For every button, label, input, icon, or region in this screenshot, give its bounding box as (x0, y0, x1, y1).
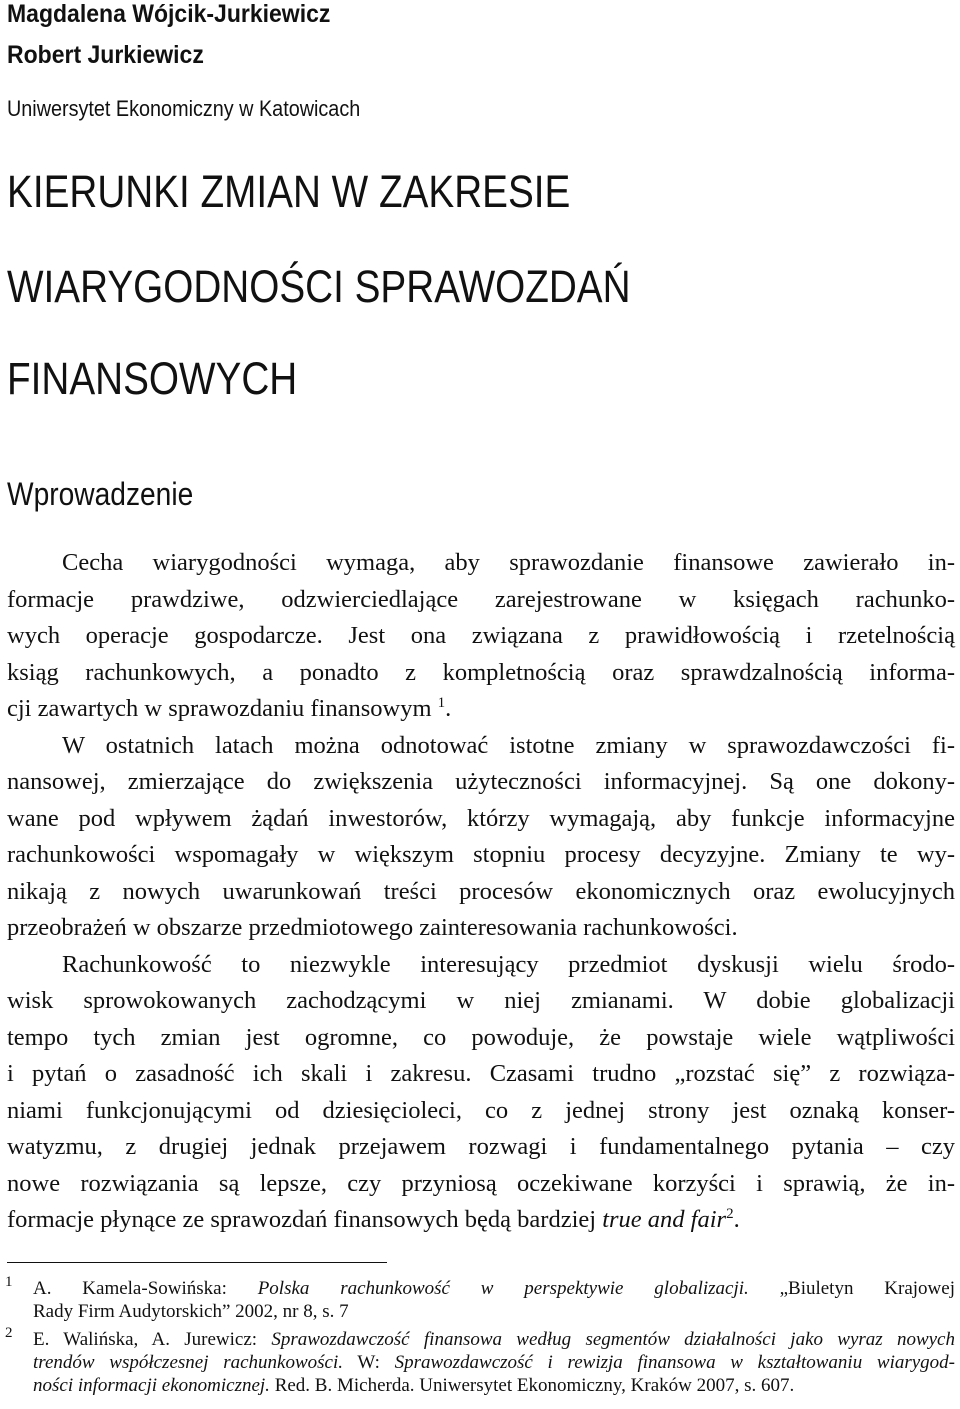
body-line: W ostatnich latach można odnotować istotne zmiany w sprawozdawczości fi- (62, 731, 955, 759)
body-line (7, 691, 955, 728)
body-line: wych operacje gospodarcze. Jest ona związana z prawidłowością i rzetelnością (7, 622, 955, 649)
body-line: tempo tych zmian jest ogromne, co powoduje, że powstaje wiele wątpliwości (7, 1023, 955, 1051)
footnote-author: E. Walińska, A. Jurewicz: (33, 1329, 272, 1350)
body-line: niami funkcjonującymi od dziesięcioleci, co z jednej strony jest oznaką konser- (7, 1096, 955, 1124)
footnote-line (33, 1277, 955, 1300)
body-line: nansowej, zmierzające do zwiększenia użyteczności informacyjnej. Są one dokony- (7, 768, 955, 795)
footnote-ref-1: 1 (437, 694, 446, 711)
footnote-title: trendów współczesnej rachunkowości. (33, 1352, 343, 1373)
footnote-ref-2: 2 (726, 1205, 734, 1222)
body-line: wisk sprowokowanych zachodzącymi w niej zmianami. W dobie globalizacji (7, 987, 955, 1014)
body-line: ksiąg rachunkowych, a ponadto z kompletnością oraz sprawdzalnością informa- (7, 658, 955, 686)
footnote-1 (5, 1274, 955, 1323)
author-name-1: Magdalena Wójcik-Jurkiewicz (7, 0, 331, 28)
body-line: Cecha wiarygodności wymaga, aby sprawozdanie finansowe zawierało in- (62, 549, 955, 576)
footnote-text (33, 1277, 955, 1323)
footnote-line: Rady Firm Audytorskich” 2002, nr 8, s. 7 (33, 1301, 349, 1322)
footnote-book-title: ności informacji ekonomicznej. (33, 1375, 270, 1396)
footnote-number: 2 (5, 1325, 13, 1341)
footnote-line (33, 1374, 955, 1397)
period: . (445, 695, 452, 722)
body-line: formacje prawdziwe, odzwierciedlające zarejestrowane w księgach rachunko- (7, 585, 955, 613)
footnote-in: W: (342, 1352, 395, 1373)
footnote-number: 1 (5, 1274, 13, 1290)
affiliation: Uniwersytet Ekonomiczny w Katowicach (7, 96, 361, 121)
body-line: watyzmu, z drugiej jednak przejawem rozwagi i fundamentalnego pytania – czy (7, 1133, 955, 1160)
footnote-author: A. Kamela-Sowińska: (33, 1278, 258, 1299)
footnote-line (33, 1351, 955, 1374)
body-line: wane pod wpływem żądań inwestorów, którzy wymagają, aby funkcje informacyjne (7, 804, 955, 832)
body-line: przeobrażeń w obszarze przedmiotowego zainteresowania rachunkowości. (7, 914, 738, 941)
footnote-text (33, 1328, 955, 1397)
body-line: i pytań o zasadność ich skali i zakresu. Czasami trudno „rozstać się” z rozwiąza- (7, 1060, 955, 1087)
footnote-title: Polska rachunkowość w perspektywie globalizacji. (257, 1278, 749, 1299)
section-heading: Wprowadzenie (7, 476, 194, 512)
paper-title-line-3: FINANSOWYCH (7, 353, 298, 404)
footnote-title: Sprawozdawczość finansowa według segmentów działalności jako wyraz nowych (271, 1329, 955, 1350)
footnote-book-title: Sprawozdawczość i rewizja finansowa w kształtowaniu wiarygod- (394, 1352, 955, 1373)
paper-title-line-1: KIERUNKI ZMIAN W ZAKRESIE (7, 166, 571, 217)
footnote-publisher: Red. B. Micherda. Uniwersytet Ekonomiczny, Kraków 2007, s. 607. (269, 1375, 795, 1396)
footnote-journal: „Biuletyn Krajowej (748, 1278, 955, 1299)
body-line: nowe rozwiązania są lepsze, czy przyniosą oczekiwane korzyści i sprawią, że in- (7, 1169, 955, 1197)
footnote-divider (7, 1262, 387, 1263)
body-line (7, 1202, 955, 1239)
period: . (733, 1206, 740, 1233)
italic-phrase: true and fair (602, 1206, 727, 1233)
body-line-text: cji zawartych w sprawozdaniu finansowym (7, 695, 432, 722)
body-line-text: formacje płynące ze sprawozdań finansowych będą bardziej (7, 1206, 597, 1233)
body-text (7, 545, 955, 1239)
footnote-line (33, 1328, 955, 1351)
body-line: Rachunkowość to niezwykle interesujący przedmiot dyskusji wielu środo- (62, 950, 955, 978)
body-line: nikają z nowych uwarunkowań treści procesów ekonomicznych oraz ewolucyjnych (7, 877, 955, 905)
body-line: rachunkowości wspomagały w większym stopniu procesy decyzyjne. Zmiany te wy- (7, 841, 955, 868)
author-name-2: Robert Jurkiewicz (7, 41, 204, 69)
footnote-2 (5, 1325, 955, 1397)
paper-title-line-2: WIARYGODNOŚCI SPRAWOZDAŃ (7, 261, 631, 312)
